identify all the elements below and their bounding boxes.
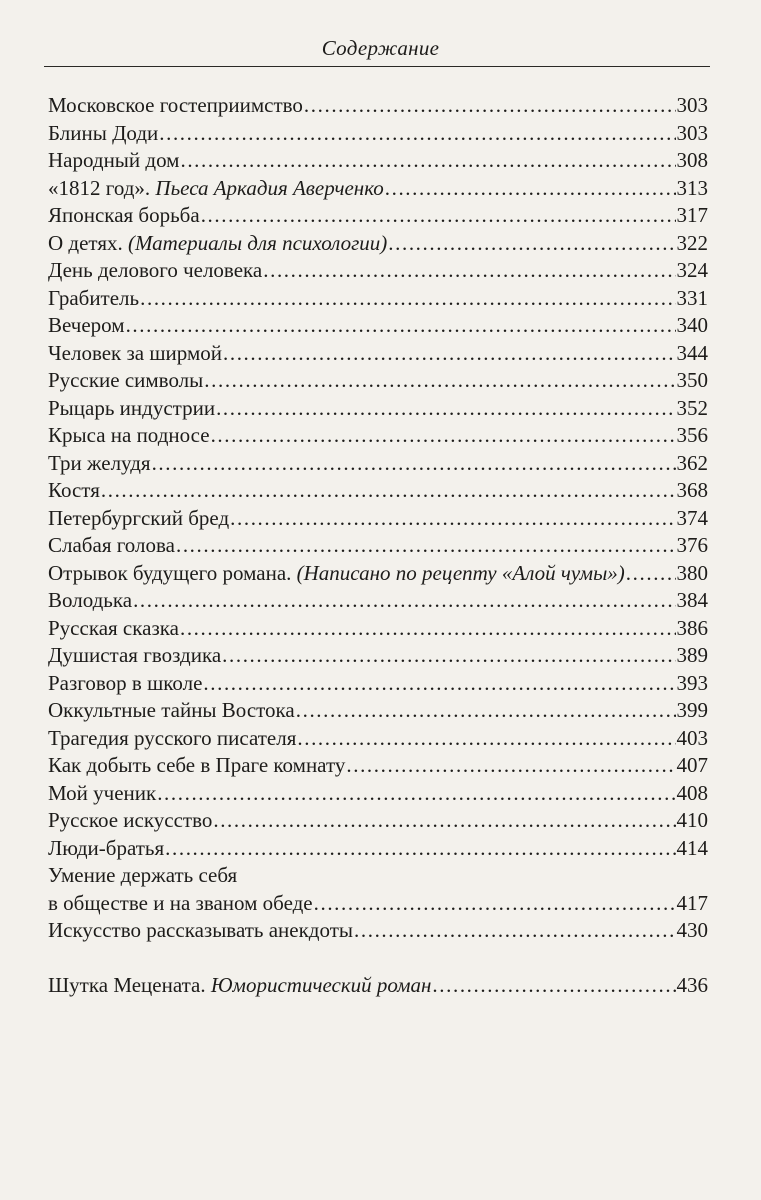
dot-leader bbox=[165, 835, 675, 863]
toc-entry[interactable] bbox=[48, 917, 708, 945]
dot-leader bbox=[296, 697, 676, 725]
toc-entry-title bbox=[48, 367, 203, 395]
toc-entry-page: 308 bbox=[676, 148, 708, 172]
toc-entry[interactable] bbox=[48, 147, 708, 175]
toc-entry[interactable] bbox=[48, 560, 708, 588]
toc-entry[interactable] bbox=[48, 202, 708, 230]
toc-entry-title-roman: Японская борьба bbox=[48, 203, 200, 227]
toc-entry-title bbox=[48, 505, 229, 533]
toc-entry[interactable] bbox=[48, 257, 708, 285]
toc-entry[interactable] bbox=[48, 752, 708, 780]
toc-entry-page: 344 bbox=[676, 340, 708, 365]
toc-entry-title-roman: День делового человека bbox=[48, 258, 263, 282]
dot-leader bbox=[626, 560, 676, 588]
toc-entry[interactable] bbox=[48, 725, 708, 753]
toc-entry-title-roman: Человек за ширмой bbox=[48, 340, 222, 365]
toc-entry-title-roman: Люди-братья bbox=[48, 835, 165, 860]
toc-entry-title bbox=[48, 422, 210, 450]
toc-list bbox=[48, 92, 708, 862]
toc-entry-page: 389 bbox=[676, 643, 708, 667]
section-gap bbox=[48, 945, 708, 972]
toc-entry-title bbox=[48, 752, 345, 780]
toc-entry[interactable] bbox=[48, 477, 708, 505]
toc-entry[interactable] bbox=[48, 340, 708, 368]
toc-entry-title-roman: Разговор в школе bbox=[48, 670, 203, 695]
toc-entry-title bbox=[48, 642, 221, 670]
dot-leader bbox=[157, 780, 675, 808]
toc-entry-page: 410 bbox=[676, 808, 708, 832]
toc-entry-title-roman: Крыса на подносе bbox=[48, 423, 210, 447]
toc-entry[interactable] bbox=[48, 670, 708, 698]
dot-leader bbox=[180, 615, 676, 643]
toc-entry-title: в обществе и на званом обеде bbox=[48, 890, 313, 915]
toc-entry[interactable] bbox=[48, 395, 708, 423]
toc-entry[interactable] bbox=[48, 587, 708, 615]
toc-entry-title bbox=[48, 340, 222, 368]
toc-entry-title-roman: Шутка Мецената. bbox=[48, 972, 211, 997]
dot-leader bbox=[314, 890, 676, 918]
toc-entry-title-roman: «1812 год». bbox=[48, 175, 156, 200]
toc-entry-page: 340 bbox=[676, 313, 708, 337]
toc-entry[interactable] bbox=[48, 532, 708, 560]
toc-entry-page: 407 bbox=[676, 753, 708, 777]
toc-entry-page: 386 bbox=[676, 615, 708, 640]
toc-entry-title bbox=[48, 202, 200, 230]
toc-entry-title-roman: Народный дом bbox=[48, 148, 180, 172]
toc-entry-page: 313 bbox=[676, 175, 708, 200]
toc-entry-multiline-line1[interactable]: Умение держать себя bbox=[48, 863, 238, 887]
toc-entry-title-roman: Костя bbox=[48, 478, 100, 502]
dot-leader bbox=[211, 422, 676, 450]
toc-entry-page: 374 bbox=[676, 505, 708, 530]
dot-leader bbox=[101, 477, 676, 505]
dot-leader bbox=[222, 642, 675, 670]
dot-leader bbox=[263, 257, 675, 285]
toc-entry-page: 414 bbox=[676, 835, 708, 860]
toc-entry-title bbox=[48, 532, 175, 560]
toc-entry-title-roman: Петербургский бред bbox=[48, 505, 230, 530]
toc-entry-title-roman: Русская сказка bbox=[48, 615, 179, 640]
dot-leader bbox=[216, 395, 675, 423]
toc-entry-title-roman: Русское искусство bbox=[48, 808, 213, 832]
toc-entry[interactable] bbox=[48, 285, 708, 313]
toc-entry-page: 350 bbox=[676, 368, 708, 392]
toc-entry-title-roman: Блины Доди bbox=[48, 120, 159, 145]
toc-entry-title-roman: Русские символы bbox=[48, 368, 204, 392]
toc-entry-title-roman: О детях. bbox=[48, 230, 128, 255]
dot-leader bbox=[204, 367, 675, 395]
toc-entry-title bbox=[48, 587, 132, 615]
toc-entry-page: 331 bbox=[676, 285, 708, 310]
toc-entry-title bbox=[48, 120, 158, 148]
toc-entry-title bbox=[48, 835, 164, 863]
dot-leader bbox=[213, 807, 675, 835]
toc-entry-title-roman: Грабитель bbox=[48, 285, 140, 310]
toc-entry-title-roman: Трагедия русского писателя bbox=[48, 725, 297, 750]
toc-entry-page: 368 bbox=[676, 478, 708, 502]
toc-entry-page: 384 bbox=[676, 588, 708, 612]
toc-entry-title-roman: Вечером bbox=[48, 313, 125, 337]
dot-leader bbox=[388, 230, 675, 258]
toc-entry-page: 403 bbox=[676, 725, 708, 750]
toc-entry-title bbox=[48, 450, 151, 478]
toc-entry-title-roman: Отрывок будущего романа. bbox=[48, 560, 297, 585]
dot-leader bbox=[176, 532, 676, 560]
dot-leader bbox=[152, 450, 676, 478]
toc-entry[interactable] bbox=[48, 230, 708, 258]
toc-entry-title-italic: Пьеса Аркадия Аверченко bbox=[155, 175, 384, 200]
toc-entry-title-roman: Душистая гвоздика bbox=[48, 643, 222, 667]
toc-entry[interactable] bbox=[48, 367, 708, 395]
toc-entry-title-roman: Слабая голова bbox=[48, 533, 175, 557]
toc-entry[interactable] bbox=[48, 422, 708, 450]
dot-leader bbox=[223, 340, 676, 368]
toc-entry-title-roman: Мой ученик bbox=[48, 780, 157, 805]
toc-entry-page: 352 bbox=[676, 395, 708, 420]
dot-leader bbox=[140, 285, 675, 313]
dot-leader bbox=[354, 917, 675, 945]
toc-entry-title bbox=[48, 395, 215, 423]
toc-entry-title: Искусство рассказывать анекдоты bbox=[48, 918, 354, 942]
dot-leader bbox=[180, 147, 675, 175]
toc-entry-page: 436 bbox=[676, 972, 708, 997]
toc-entry-title-italic: (Материалы для психологии) bbox=[127, 230, 388, 255]
toc-entry[interactable] bbox=[48, 642, 708, 670]
toc-entry-page: 322 bbox=[676, 230, 708, 255]
dot-leader bbox=[346, 752, 675, 780]
toc-entry-page: 430 bbox=[676, 918, 708, 942]
toc-entry-title bbox=[48, 670, 202, 698]
toc-entry-title-roman: Три желудя bbox=[48, 450, 151, 475]
toc-entry-title bbox=[48, 477, 100, 505]
toc-entry-title bbox=[48, 92, 303, 120]
toc-entry-title bbox=[48, 780, 156, 808]
toc-entry-page: 324 bbox=[676, 258, 708, 282]
toc-entry-title bbox=[48, 257, 262, 285]
toc-entry-title-roman: Московское гостеприимство bbox=[48, 93, 303, 117]
header-rule bbox=[44, 66, 710, 67]
toc-entry-title bbox=[48, 972, 431, 1000]
toc-entry[interactable] bbox=[48, 312, 708, 340]
toc-entry-title bbox=[48, 285, 139, 313]
toc-entry-title bbox=[48, 615, 179, 643]
dot-leader bbox=[297, 725, 675, 753]
toc-entry[interactable] bbox=[48, 505, 708, 533]
toc-entry[interactable] bbox=[48, 697, 708, 725]
toc-entry-page: 417 bbox=[676, 890, 708, 915]
toc-entry[interactable] bbox=[48, 615, 708, 643]
toc-entry[interactable] bbox=[48, 780, 708, 808]
toc-entry-title bbox=[48, 725, 296, 753]
dot-leader bbox=[159, 120, 675, 148]
toc-entry-page: 380 bbox=[676, 560, 708, 585]
dot-leader bbox=[203, 670, 675, 698]
toc-entry-page: 356 bbox=[676, 423, 708, 447]
toc-entry-title bbox=[48, 697, 295, 725]
toc-entry-title bbox=[48, 560, 625, 588]
toc-entry-title-roman: Как добыть себе в Праге комнату bbox=[48, 753, 346, 777]
toc-entry-title bbox=[48, 807, 212, 835]
dot-leader bbox=[230, 505, 675, 533]
toc-entry-title bbox=[48, 312, 125, 340]
toc-entry[interactable] bbox=[48, 120, 708, 148]
table-of-contents bbox=[48, 92, 708, 999]
dot-leader bbox=[201, 202, 676, 230]
toc-entry-page: 303 bbox=[676, 120, 708, 145]
toc-entry-page: 376 bbox=[676, 533, 708, 557]
running-header: Содержание bbox=[321, 36, 440, 60]
toc-entry[interactable] bbox=[48, 807, 708, 835]
toc-entry-title-italic: Юмористический роман bbox=[210, 972, 432, 997]
toc-entry-page: 399 bbox=[676, 698, 708, 722]
dot-leader bbox=[126, 312, 676, 340]
toc-entry-title bbox=[48, 175, 384, 203]
toc-entry-page: 317 bbox=[676, 203, 708, 227]
toc-entry[interactable] bbox=[48, 450, 708, 478]
toc-entry-title-roman: Володька bbox=[48, 588, 133, 612]
toc-entry[interactable] bbox=[48, 175, 708, 203]
toc-entry[interactable] bbox=[48, 92, 708, 120]
toc-entry-final[interactable] bbox=[48, 972, 708, 1000]
dot-leader bbox=[385, 175, 676, 203]
dot-leader bbox=[133, 587, 675, 615]
dot-leader bbox=[304, 92, 676, 120]
toc-entry-page: 393 bbox=[676, 670, 708, 695]
toc-entry-page: 303 bbox=[676, 93, 708, 117]
dot-leader bbox=[432, 972, 675, 1000]
toc-entry-title-italic: (Написано по рецепту «Алой чумы») bbox=[296, 560, 625, 585]
toc-entry[interactable] bbox=[48, 835, 708, 863]
toc-entry-page: 408 bbox=[676, 780, 708, 805]
toc-entry-title bbox=[48, 147, 179, 175]
toc-entry-title-roman: Оккультные тайны Востока bbox=[48, 698, 295, 722]
toc-entry-title-roman: Рыцарь индустрии bbox=[48, 395, 216, 420]
toc-entry-title bbox=[48, 230, 387, 258]
toc-entry-page: 362 bbox=[676, 450, 708, 475]
toc-entry-multiline-line2[interactable] bbox=[48, 890, 708, 918]
